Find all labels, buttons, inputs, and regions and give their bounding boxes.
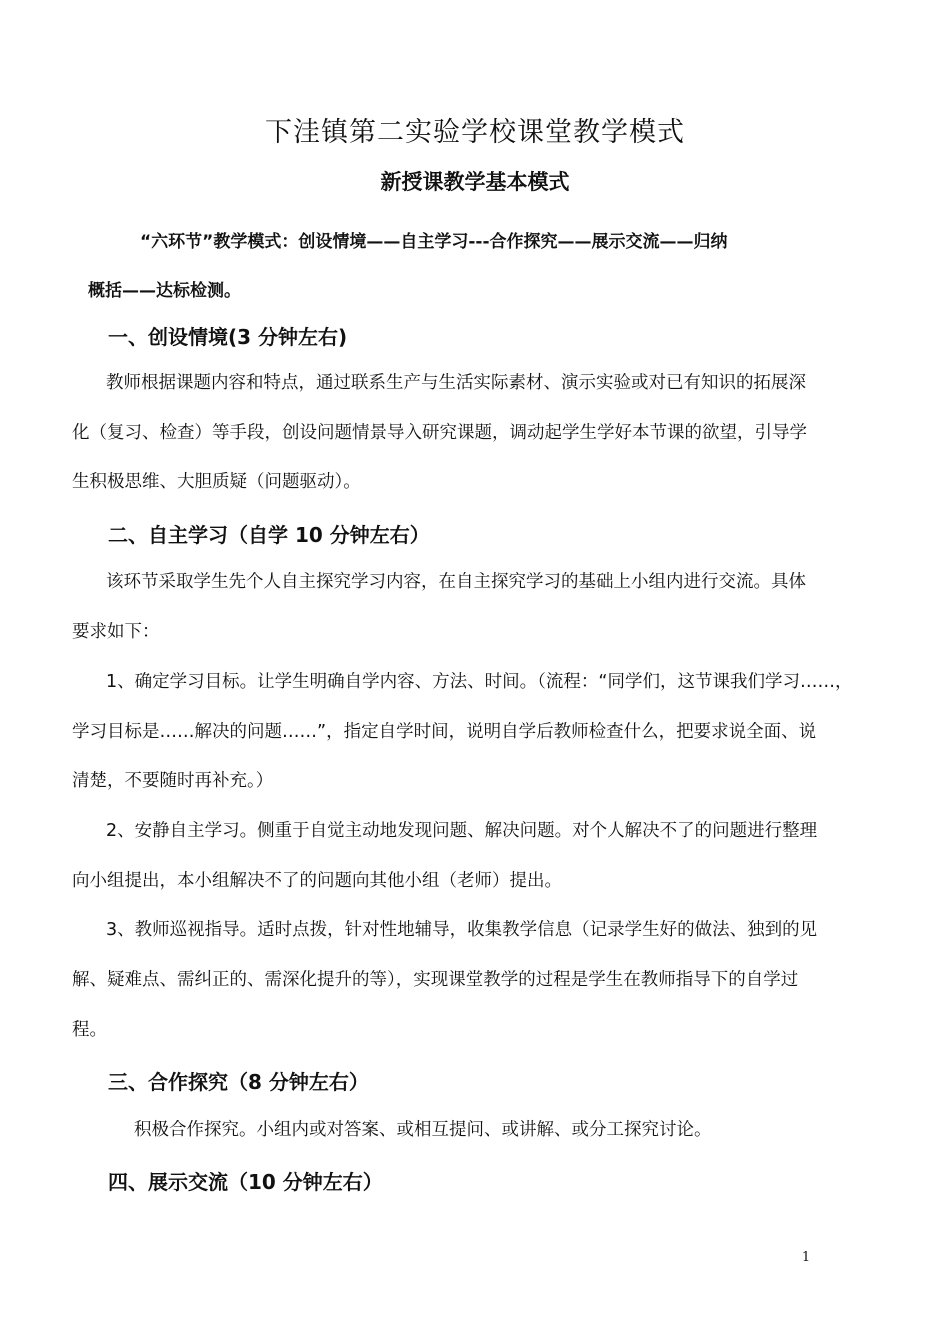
document-subtitle: 新授课教学基本模式 [380,170,570,194]
section-2-heading: 二、自主学习（自学 10 分钟左右） [108,523,430,547]
section-1-heading: 一、创设情境(3 分钟左右) [108,325,348,349]
section-2-item-3-line-3: 程。 [72,1020,107,1040]
model-summary-line-1: “六环节”教学模式：创设情境——自主学习---合作探究——展示交流——归纳 [140,232,728,252]
section-2-intro-line-1: 该环节采取学生先个人自主探究学习内容，在自主探究学习的基础上小组内进行交流。具体 [106,572,806,592]
section-1-line-3: 生积极思维、大胆质疑（问题驱动）。 [72,472,361,492]
section-4-heading: 四、展示交流（10 分钟左右） [108,1170,383,1194]
section-2-item-1-line-3: 清楚，不要随时再补充。） [72,771,274,791]
section-3-line-1: 积极合作探究。小组内或对答案、或相互提问、或讲解、或分工探究讨论。 [134,1120,712,1140]
section-1-line-1: 教师根据课题内容和特点，通过联系生产与生活实际素材、演示实验或对已有知识的拓展深 [106,373,806,393]
model-summary-line-2: 概括——达标检测。 [88,281,241,301]
section-2-item-3-line-2: 解、疑难点、需纠正的、需深化提升的等），实现课堂教学的过程是学生在教师指导下的自学过 [72,970,799,990]
section-2-intro-line-2: 要求如下： [72,622,160,642]
section-2-item-2-line-2: 向小组提出，本小组解决不了的问题向其他小组（老师）提出。 [72,871,562,891]
section-2-item-3-line-1: 3、教师巡视指导。适时点拨，针对性地辅导，收集教学信息（记录学生好的做法、独到的见 [106,920,818,940]
section-3-heading: 三、合作探究（8 分钟左右） [108,1070,369,1094]
section-2-item-1-line-2: 学习目标是……解决的问题……”，指定自学时间，说明自学后教师检查什么，把要求说全面、说 [72,722,817,742]
section-1-line-2: 化（复习、检查）等手段，创设问题情景导入研究课题，调动起学生学好本节课的欲望，引导学 [72,423,807,443]
section-2-item-1-line-1: 1、确定学习目标。让学生明确自学内容、方法、时间。（流程：“同学们，这节课我们学习……， [106,672,853,692]
section-2-item-2-line-1: 2、安静自主学习。侧重于自觉主动地发现问题、解决问题。对个人解决不了的问题进行整理 [106,821,818,841]
document-title: 下洼镇第二实验学校课堂教学模式 [265,117,685,148]
page-number: 1 [801,1250,811,1265]
